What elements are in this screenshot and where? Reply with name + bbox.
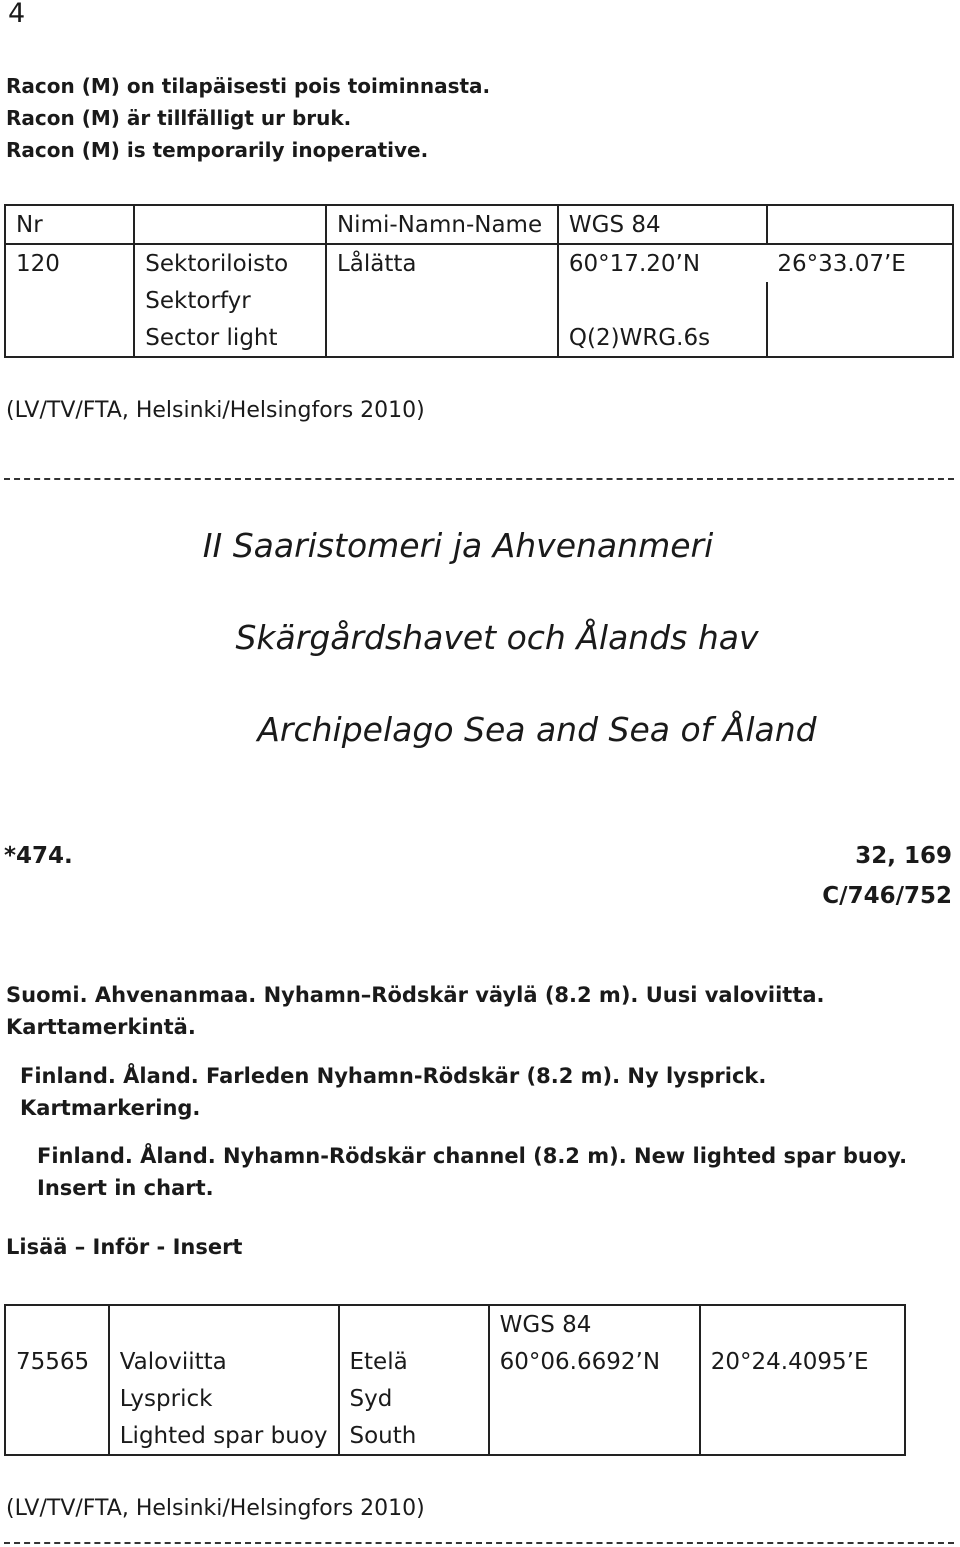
light-table [4, 204, 954, 358]
buoy-longitude: 20°24.4095’E [700, 1343, 905, 1380]
table-row [5, 1343, 905, 1380]
table-row [5, 1380, 905, 1417]
chart-numbers: 32, 169 [855, 843, 952, 869]
table-row [5, 244, 953, 282]
section-title-fi: II Saaristomeri ja Ahvenanmeri [202, 526, 714, 565]
notice-text-sv: Finland. Åland. Farleden Nyhamn-Rödskär (8.2 m). Ny lysprick. Kartmarkering. [20, 1064, 767, 1120]
separator-line-bottom [4, 1542, 954, 1544]
buoy-direction-sv: Syd [339, 1380, 489, 1417]
source-note: (LV/TV/FTA, Helsinki/Helsingfors 2010) [6, 398, 425, 423]
buoy-type-fi: Valoviitta [109, 1343, 339, 1380]
section-title-en: Archipelago Sea and Sea of Åland [257, 710, 817, 749]
racon-notice-en: Racon (M) is temporarily inoperative. [6, 138, 429, 162]
action-label: Lisää – Inför - Insert [6, 1235, 243, 1259]
light-type-sv: Sektorfyr [134, 282, 326, 319]
light-latitude: 60°17.20’N [558, 244, 767, 282]
table-row [5, 1417, 905, 1455]
light-characteristic: Q(2)WRG.6s [558, 319, 767, 357]
buoy-number: 75565 [5, 1343, 109, 1380]
source-note-bottom: (LV/TV/FTA, Helsinki/Helsingfors 2010) [6, 1496, 425, 1521]
notice-number: *474. [4, 843, 73, 869]
racon-notice-fi: Racon (M) on tilapäisesti pois toiminnasta. [6, 74, 491, 98]
racon-notice-sv: Racon (M) är tillfälligt ur bruk. [6, 106, 352, 130]
notice-text-fi: Suomi. Ahvenanmaa. Nyhamn–Rödskär väylä (8.2 m). Uusi valoviitta. Karttamerkintä. [6, 983, 825, 1039]
light-type-fi: Sektoriloisto [134, 244, 326, 282]
buoy-header-wgs: WGS 84 [489, 1305, 700, 1343]
light-name: Lålätta [326, 244, 558, 282]
chart-reference: C/746/752 [822, 883, 952, 909]
page-number: 4 [8, 0, 26, 29]
header-nr: Nr [5, 205, 134, 244]
light-number: 120 [5, 244, 134, 282]
light-type-en: Sector light [134, 319, 326, 357]
buoy-type-sv: Lysprick [109, 1380, 339, 1417]
buoy-latitude: 60°06.6692’N [489, 1343, 700, 1380]
header-wgs: WGS 84 [558, 205, 767, 244]
table-header-row [5, 1305, 905, 1343]
buoy-table [4, 1304, 906, 1456]
buoy-direction-en: South [339, 1417, 489, 1455]
table-row [5, 319, 953, 357]
header-name: Nimi-Namn-Name [326, 205, 558, 244]
header-type [134, 205, 326, 244]
separator-line [4, 478, 954, 480]
table-row [5, 282, 953, 319]
buoy-direction-fi: Etelä [339, 1343, 489, 1380]
buoy-type-en: Lighted spar buoy [109, 1417, 339, 1455]
table-header-row [5, 205, 953, 244]
section-title-sv: Skärgårdshavet och Ålands hav [235, 618, 759, 657]
header-blank [767, 205, 953, 244]
notice-text-en: Finland. Åland. Nyhamn-Rödskär channel (8.2 m). New lighted spar buoy. Insert in chart. [37, 1144, 908, 1200]
light-longitude: 26°33.07’E [767, 244, 953, 282]
